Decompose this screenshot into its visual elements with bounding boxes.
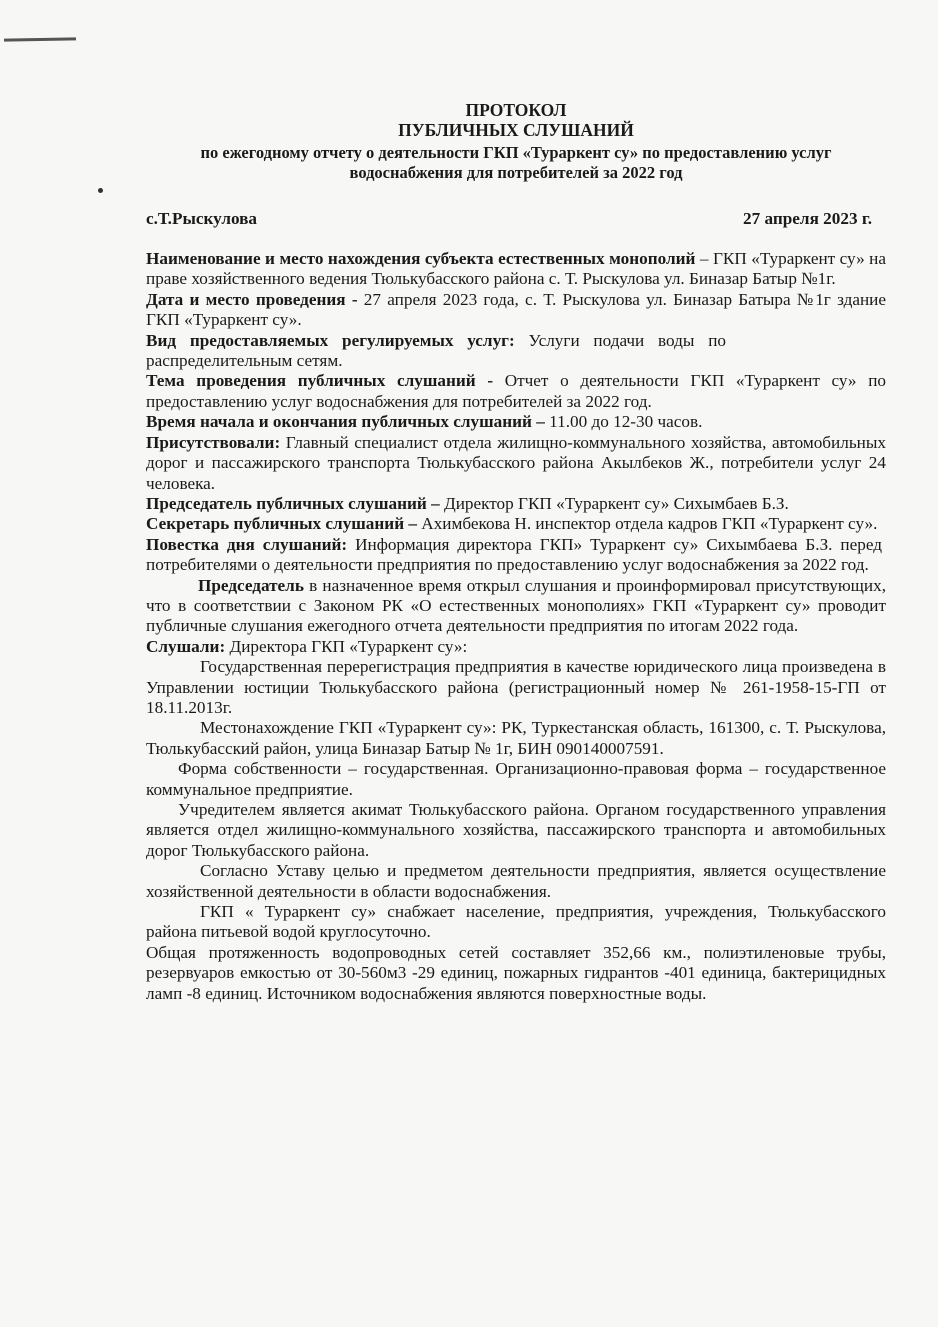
doc-subtitle: по ежегодному отчету о деятельности ГКП «Тураркент су» по предоставлению услуг водоснабжения для потребителей за 2022 год: [200, 142, 832, 183]
body-paragraph-1: Государственная перерегистрация предприятия в качестве юридического лица произведена в Управлении юстиции Тюлькубасского района (регистрационный номер № 261-1958-15-ГП от 18.11.2013г.: [146, 657, 886, 717]
protocol-body: [146, 100, 886, 1004]
entity-paragraph: Наименование и место нахождения субъекта естественных монополий – ГКП «Тураркент су» на праве хозяйственного ведения Тюлькубасского района с. Т. Рыскулова ул. Биназар Батыр №1г.: [146, 249, 886, 289]
doc-title-2: ПУБЛИЧНЫХ СЛУШАНИЙ: [398, 120, 634, 141]
services-paragraph: Вид предоставляемых регулируемых услуг: Услуги подачи воды по распределительным сетям.: [146, 330, 726, 371]
scan-artifact-line: [4, 37, 76, 41]
body-paragraph-2: Местонахождение ГКП «Тураркент су»: РК, Туркестанская область, 161300, с. Т. Рыскулова, Тюлькубасский район, улица Биназар Батыр № 1г, БИН 090140007591.: [146, 718, 886, 758]
opening-paragraph: Председатель в назначенное время открыл слушания и проинформировал присутствующих, что в соответствии с Законом РК «О естественных монополиях» ГКП «Тураркент су» проводит публичные слушания ежегодного отчета деятельности предприятия по итогам 2022 года.: [146, 575, 886, 636]
topic-paragraph: Тема проведения публичных слушаний - Отчет о деятельности ГКП «Тураркент су» по предоставлению услуг водоснабжения для потребителей за 2022 год.: [146, 371, 886, 411]
body-paragraph-6: ГКП « Тураркент су» снабжает население, предприятия, учреждения, Тюлькубасского района питьевой водой круглосуточно.: [146, 902, 886, 942]
time-paragraph: Время начала и окончания публичных слушаний – 11.00 до 12-30 часов.: [146, 412, 703, 432]
doc-title: ПРОТОКОЛ: [465, 100, 567, 120]
venue-paragraph: Дата и место проведения - 27 апреля 2023 года, с. Т. Рыскулова ул. Биназар Батыра №1г здание ГКП «Тураркент су».: [146, 289, 886, 330]
closing-paragraph: Общая протяженность водопроводных сетей составляет 352,66 км., полиэтиленовые трубы, резервуаров емкостью от 30-560м3 -29 единиц, пожарных гидрантов -401 единица, бактерицидных ламп -8 единиц. Источником водоснабжения являются поверхностные воды.: [146, 942, 886, 1003]
body-paragraph-5: Согласно Уставу целью и предметом деятельности предприятия, является осуществление хозяйственной деятельности в области водоснабжения.: [146, 861, 886, 901]
chairman-paragraph: Председатель публичных слушаний – Директор ГКП «Тураркент су» Сихымбаев Б.З.: [146, 493, 789, 513]
scan-artifact-dot: [98, 188, 103, 193]
date: 27 апреля 2023 г.: [742, 208, 872, 228]
place-date-row: [146, 209, 886, 229]
secretary-paragraph: Секретарь публичных слушаний – Ахимбекова Н. инспектор отдела кадров ГКП «Тураркент су».: [146, 514, 878, 534]
attendees-paragraph: Присутствовали: Главный специалист отдела жилищно-коммунального хозяйства, автомобильных дорог и пассажирского транспорта Тюлькубасского района Акылбеков Ж., потребители услуг 24 человека.: [146, 432, 886, 493]
place: с.Т.Рыскулова: [146, 208, 258, 228]
body-paragraph-3: Форма собственности – государственная. Организационно-правовая форма – государственное коммунальное предприятие.: [146, 759, 886, 799]
body-paragraph-4: Учредителем является акимат Тюлькубасского района. Органом государственного управления является отдел жилищно-коммунального хозяйства, пассажирского транспорта и автомобильных дорог Тюлькубасского района.: [146, 800, 886, 860]
heard-paragraph: Слушали: Директора ГКП «Тураркент су»:: [146, 636, 468, 656]
agenda-paragraph: Повестка дня слушаний: Информация директора ГКП» Тураркент су» Сихымбаева Б.З. перед потребителями о деятельности предприятия по предоставлению услуг водоснабжения за 2022 год.: [146, 534, 882, 575]
